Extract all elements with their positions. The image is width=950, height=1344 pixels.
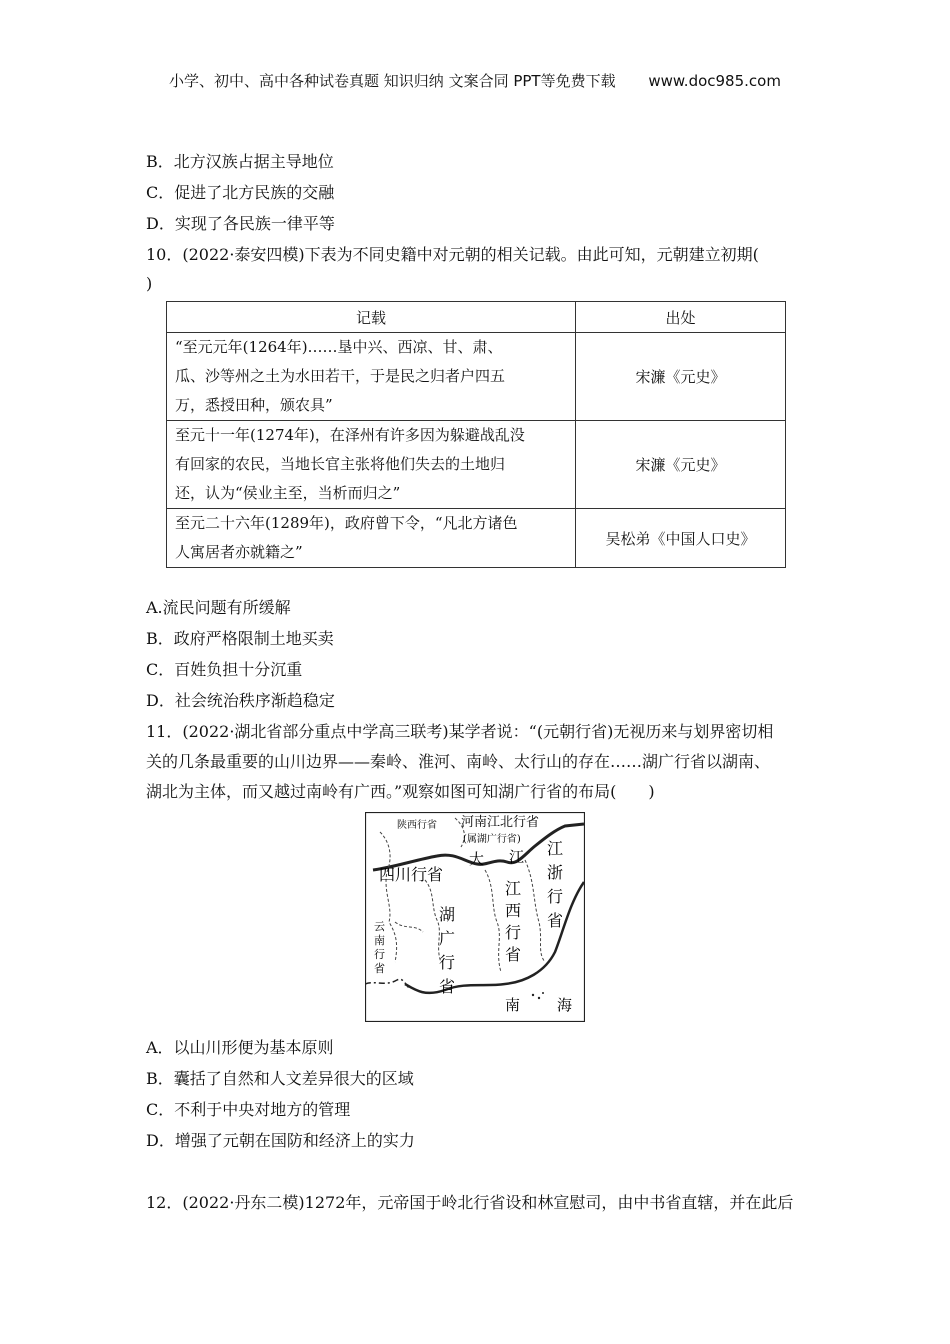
table-header-record: 记载	[167, 302, 576, 333]
map-label-huguang-3: 行	[439, 953, 456, 972]
header-text: 小学、初中、高中各种试卷真题 知识归纳 文案合同 PPT等免费下载	[169, 72, 616, 90]
record-source: 宋濂《元史》	[576, 333, 786, 421]
table-header-source: 出处	[576, 302, 786, 333]
table-row	[167, 333, 786, 421]
map-label-huguang-2: 广	[439, 929, 456, 948]
map-label-jiangzhe-3: 行	[547, 887, 564, 906]
q11-option-d: D．增强了元朝在国防和经济上的实力	[146, 1131, 415, 1150]
q11-option-b: B．囊括了自然和人文差异很大的区域	[146, 1069, 414, 1088]
map-label-jiangzhe-2: 浙	[547, 863, 564, 882]
q9-option-c: C．促进了北方民族的交融	[146, 183, 335, 202]
record-text-line: 有回家的农民，当地长官主张将他们失去的土地归	[175, 455, 506, 473]
map-label-henan-note: (属湖广行省)	[463, 834, 521, 845]
map-label-jiangxi-1: 江	[505, 879, 522, 898]
q10-stem-line1: 10．(2022·泰安四模)下表为不同史籍中对元朝的相关记载。由此可知，元朝建立初期(	[146, 245, 759, 264]
q11-stem-line3: 湖北为主体，而又越过南岭有广西。”观察如图可知湖广行省的布局( )	[146, 782, 655, 801]
map-label-nan: 南	[505, 996, 521, 1014]
map-label-jiangzhe-1: 江	[547, 839, 564, 858]
q11-option-c: C．不利于中央对地方的管理	[146, 1100, 351, 1119]
page-header	[0, 70, 950, 91]
map-label-sichuan: 四川行省	[379, 865, 444, 884]
map-label-henan: 河南江北行省	[461, 815, 540, 830]
q10-option-d: D．社会统治秩序渐趋稳定	[146, 691, 335, 710]
map-label-huguang-1: 湖	[439, 905, 456, 924]
q9-option-b: B．北方汉族占据主导地位	[146, 152, 334, 171]
record-text-line: 瓜、沙等州之土为水田若干，于是民之归者户四五	[175, 367, 506, 385]
table-row	[167, 421, 786, 509]
map-label-yunnan-4: 省	[374, 962, 385, 975]
map-label-jiang: 江	[509, 848, 525, 866]
record-text-line: 还，认为“侯业主至，当析而归之”	[175, 484, 401, 502]
record-text-line: 至元十一年(1274年)，在泽州有许多因为躲避战乱没	[175, 426, 525, 444]
q10-option-c: C．百姓负担十分沉重	[146, 660, 303, 679]
table-row	[167, 509, 786, 568]
map-label-jiangxi-4: 省	[505, 945, 522, 964]
q10-records-table	[166, 301, 786, 568]
header-url[interactable]: www.doc985.com	[648, 72, 781, 90]
record-text	[167, 421, 576, 509]
q11-option-a: A．以山川形便为基本原则	[146, 1038, 334, 1057]
map-label-jiangxi-3: 行	[505, 923, 522, 942]
map-label-jiangzhe-4: 省	[547, 911, 564, 930]
map-label-hai: 海	[557, 996, 573, 1014]
map-label-yunnan-3: 行	[374, 948, 385, 961]
map-label-yunnan-1: 云	[374, 920, 385, 933]
map-label-shaanxi: 陕西行省	[397, 820, 437, 831]
record-text	[167, 333, 576, 421]
q12-stem-line1: 12．(2022·丹东二模)1272年，元帝国于岭北行省设和林宣慰司，由中书省直辖，并在此后	[146, 1193, 794, 1212]
q10-option-b: B．政府严格限制土地买卖	[146, 629, 334, 648]
record-text	[167, 509, 576, 568]
record-text-line: 万，悉授田种，颁农具”	[175, 396, 333, 414]
record-text-line: “至元元年(1264年)……垦中兴、西凉、甘、肃、	[175, 338, 503, 356]
huguang-map	[365, 812, 585, 1022]
map-label-yunnan-2: 南	[374, 934, 385, 947]
record-text-line: 至元二十六年(1289年)，政府曾下令，“凡北方诸色	[175, 514, 518, 532]
table-header-row	[167, 302, 786, 333]
q10-stem-line2: )	[146, 274, 153, 293]
map-label-da: 大	[469, 850, 485, 868]
map-label-huguang-4: 省	[439, 977, 456, 996]
q10-option-a: A.流民问题有所缓解	[146, 598, 291, 617]
record-source: 吴松弟《中国人口史》	[576, 509, 786, 568]
q11-stem-line2: 关的几条最重要的山川边界——秦岭、淮河、南岭、太行山的存在……湖广行省以湖南、	[146, 752, 771, 771]
record-source: 宋濂《元史》	[576, 421, 786, 509]
record-text-line: 人寓居者亦就籍之”	[175, 543, 303, 561]
q11-stem-line1: 11．(2022·湖北省部分重点中学高三联考)某学者说：“(元朝行省)无视历来与划界密切相	[146, 722, 774, 741]
map-label-jiangxi-2: 西	[505, 901, 522, 920]
q9-option-d: D．实现了各民族一律平等	[146, 214, 335, 233]
